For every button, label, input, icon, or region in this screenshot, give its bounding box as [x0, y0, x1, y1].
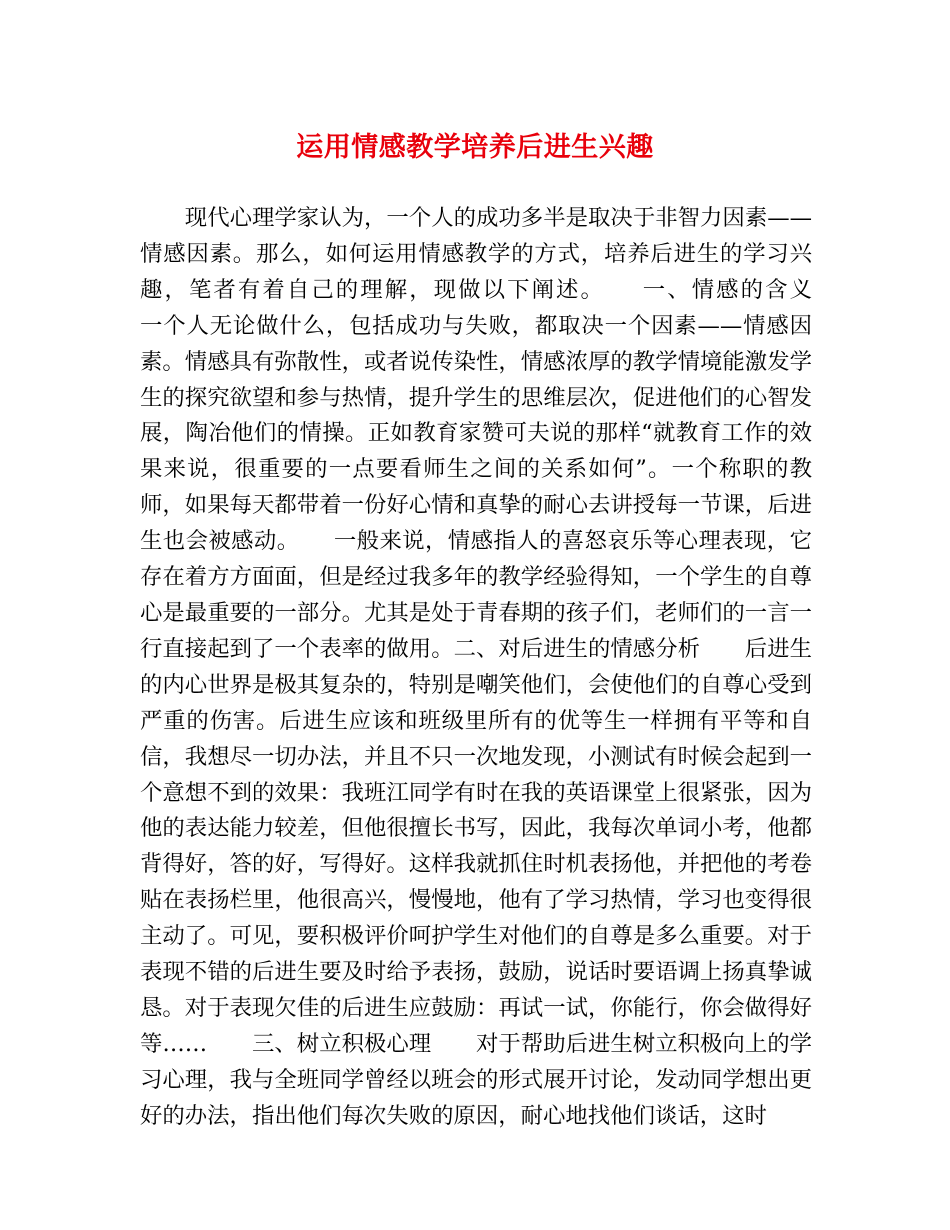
- document-title: 运用情感教学培养后进生兴趣: [296, 132, 654, 163]
- document-body: 现代心理学家认为，一个人的成功多半是取决于非智力因素——情感因素。那么，如何运用情感教学的方式，培养后进生的学习兴趣，笔者有着自己的理解，现做以下阐述。 一、情感的含义 一个人无论做什么，包括成功与失败，都取决一个因素——情感因素。情感具有弥散性，或者说传染性，情感浓厚的教学情境能激发学生的探究欲望和参与热情，提升学生的思维层次，促进他们的心智发展，陶冶他们的情操。正如教育家赞可夫说的那样“就教育工作的效果来说，很重要的一点要看师生之间的关系如何”。一个称职的教师，如果每天都带着一份好心情和真挚的耐心去讲授每一节课，后进生也会被感动。 一般来说，情感指人的喜怒哀乐等心理表现，它存在着方方面面，但是经过我多年的教学经验得知，一个学生的自尊心是最重要的一部分。尤其是处于青春期的孩子们，老师们的一言一行直接起到了一个表率的做用。二、对后进生的情感分析 后进生的内心世界是极其复杂的，特别是嘲笑他们，会使他们的自尊心受到严重的伤害。后进生应该和班级里所有的优等生一样拥有平等和自信，我想尽一切办法，并且不只一次地发现，小测试有时候会起到一个意想不到的效果：我班江同学有时在我的英语课堂上很紧张，因为他的表达能力较差，但他很擅长书写，因此，我每次单词小考，他都背得好，答的好，写得好。这样我就抓住时机表扬他，并把他的考卷贴在表扬栏里，他很高兴，慢慢地，他有了学习热情，学习也变得很主动了。可见，要积极评价呵护学生对他们的自尊是多么重要。对于表现不错的后进生要及时给予表扬，鼓励，说话时要语调上扬真挚诚恳。对于表现欠佳的后进生应鼓励：再试一试，你能行，你会做得好等…… 三、树立积极心理 对于帮助后进生树立积极向上的学习心理，我与全班同学曾经以班会的形式展开讨论，发动同学想出更好的办法，指出他们每次失败的原因，耐心地找他们谈话，这时: [140, 205, 857, 1129]
